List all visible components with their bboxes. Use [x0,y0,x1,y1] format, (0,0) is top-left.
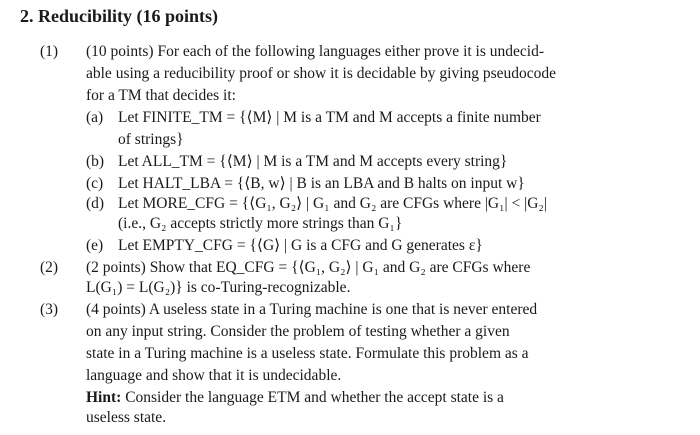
hint-text-line-2: useless state. [86,409,167,426]
hint-line-1 [86,388,504,408]
question-3-text-line-1: (4 points) A useless state in a Turing machine is one that is never entered [86,301,538,318]
part-a-label: (a) [86,109,104,126]
part-b-text: Let ALL_TM = {⟨M⟩ | M is a TM and M accepts every string} [118,153,508,170]
part-e-label: (e) [86,237,104,254]
question-2-text-line-2: L(G₁) = L(G₂)} is co-Turing-recognizable. [86,279,351,296]
question-1-number: (1) [40,43,59,60]
question-3-text-line-3: state in a Turing machine is a useless state. Formulate this problem as a [86,345,529,362]
section-title: 2. Reducibility (16 points) [20,6,219,26]
part-c-label: (c) [86,175,104,192]
part-a-text-line-1: Let FINITE_TM = {⟨M⟩ | M is a TM and M accepts a finite number [118,109,541,126]
part-c-text: Let HALT_LBA = {⟨B, w⟩ | B is an LBA and B halts on input w} [118,175,525,192]
question-3-number: (3) [40,301,59,318]
part-b-label: (b) [86,153,105,170]
question-3-text-line-4: language and show that it is undecidable. [86,367,342,384]
question-3-text-line-2: on any input string. Consider the problem of testing whether a given [86,323,510,340]
hint-text-line-1: Consider the language ETM and whether the accept state is a [125,389,504,406]
question-1-text-line-3: for a TM that decides it: [86,87,236,104]
part-e-text: Let EMPTY_CFG = {⟨G⟩ | G is a CFG and G generates ε} [118,237,483,254]
question-2-number: (2) [40,259,59,276]
hint-label: Hint: [86,389,122,406]
part-d-text-line-1: Let MORE_CFG = {⟨G₁, G₂⟩ | G₁ and G₂ are CFGs where |G₁| < |G₂| [118,195,547,212]
question-1-text-line-1: (10 points) For each of the following languages either prove it is undecid- [86,43,544,60]
question-1-text-line-2: able using a reducibility proof or show it is decidable by giving pseudocode [86,65,557,82]
part-d-label: (d) [86,195,105,212]
part-d-text-line-2: (i.e., G₂ accepts strictly more strings than G₁} [118,215,403,232]
question-2-text-line-1: (2 points) Show that EQ_CFG = {⟨G₁, G₂⟩ | G₁ and G₂ are CFGs where [86,259,531,276]
part-a-text-line-2: of strings} [118,131,184,148]
